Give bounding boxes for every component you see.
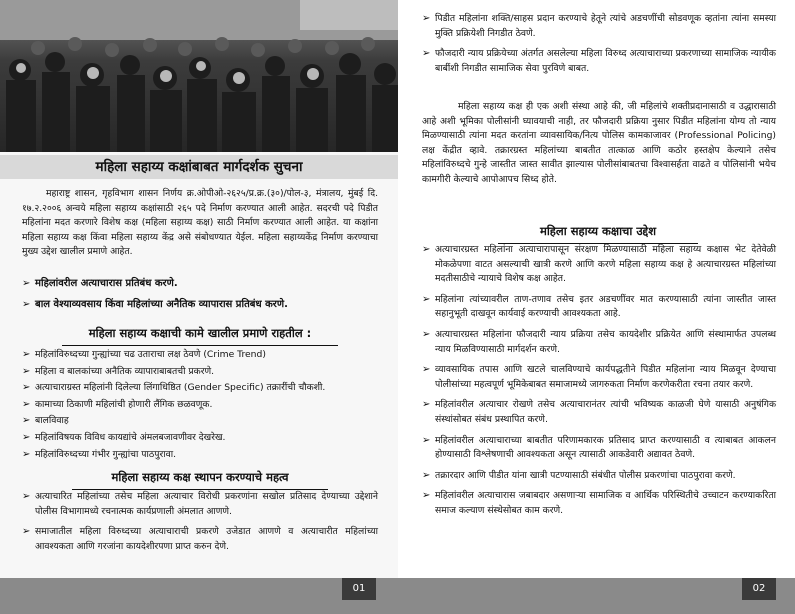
list-item-text: अत्याचाराग्रस्त महिलांनी दिलेल्या लिंगाधिष्ठित (Gender Specific) तक्रारींची चौकशी. (35, 382, 326, 394)
list-item (422, 363, 776, 392)
duties-list (22, 348, 378, 462)
duties-heading-text: महिला सहाय्य कक्षाची कामे खालील प्रमाणे राहतील : (88, 326, 312, 340)
list-item-text: कामाच्या ठिकाणी महिलांची होणारी लैंगिक छळवणूक. (35, 398, 213, 410)
list-item-text: महिलांवरील अत्याचारास जबाबदार असणाऱ्या सामाजिक व आर्थिक परिस्थितीचे उच्चाटन करण्याकरिता समाज कल्याण संस्थेसोबत काम करणे. (435, 490, 776, 516)
list-item (422, 434, 776, 463)
list-item-text: समाजातील महिला विरुध्दच्या अत्याचाराची प्रकरणे उजेडात आणणे व अत्याचारीत महिलांच्या आवश्यकता आणि गरजांना कायदेशीरपणा प्राप्त करुन देणे. (35, 526, 378, 552)
list-item (22, 348, 378, 363)
list-item-text: पिडीत महिलांना शक्ति/साहस प्रदान करण्याचे हेतूने त्यांचे अडचणींची सोडवणूक व्हतांना त्यांना समस्या मुक्ति प्रक्रियेशी निगडीत ठेवणे. (435, 13, 776, 39)
aims-list (22, 277, 378, 312)
list-item-text: महिलांवरील अत्याचारास प्रतिबंध करणे. (35, 278, 178, 289)
list-item (422, 469, 776, 484)
bullet-icon: ➢ (22, 382, 31, 394)
list-item (422, 293, 776, 322)
intro-paragraph (22, 187, 378, 260)
crowd-photo (0, 0, 398, 152)
page-footer (398, 578, 795, 614)
list-item (422, 328, 776, 357)
list-item-text: फौजदारी न्याय प्रक्रियेच्या अंतर्गत असलेल्या महिला विरुध्द अत्याचाराच्या प्रकरणाच्या सामाजिक न्यायीक बाबींशी निगडीत सामाजिक सेवा पुरविणे बाबत. (435, 48, 776, 74)
bullet-icon: ➢ (422, 399, 431, 411)
list-item-text: अत्याचारित महिलांच्या तसेच महिला अत्याचार विरोधी प्रकरणांना सखोल प्रतिसाद देण्याच्या उद्देशाने पोलीस विभागामध्ये रचनात्मक कार्यप्रणाली अंमलात आणणे. (35, 491, 378, 517)
right-page (398, 0, 795, 614)
page-title: महिला सहाय्य कक्षांबाबत मार्गदर्शक सुचना (0, 155, 398, 179)
bullet-icon: ➢ (22, 415, 31, 427)
bullet-icon: ➢ (22, 526, 31, 538)
list-item (22, 431, 378, 446)
list-item (422, 489, 776, 518)
page-footer (0, 578, 398, 614)
bullet-icon: ➢ (22, 398, 31, 410)
list-item-text: अत्याचारग्रस्त महिलांना अत्याचारापासून संरक्षण मिळण्यासाठी महिला सहाय्य कक्षास भेट देतेवेळी मोकळेपणा वाटत असल्याची खात्री करणे आणि करणे महिला सहाय्य कक्ष हे अत्याचारग्रस्त महिलांच्या मदतीसाठीचे न्यायाचे विशेष कक्ष आहेत. (435, 244, 776, 285)
bullet-icon: ➢ (422, 244, 431, 255)
bullet-icon: ➢ (22, 448, 31, 460)
bullet-icon: ➢ (422, 434, 431, 446)
list-item (22, 414, 378, 429)
page-number: 01 (342, 578, 376, 600)
purpose-heading-text: महिला सहाय्य कक्षाचा उद्देश (539, 224, 657, 238)
bullet-icon: ➢ (422, 48, 431, 60)
bullet-icon: ➢ (22, 491, 31, 502)
list-item-text: महिलांवरील अत्याचाराच्या बाबतीत परिणामकारक प्रतिसाद प्राप्त करण्यासाठी व त्याबाबत आकलन होण्यासाठी विश्लेषणाची आवश्यकता असून त्यासाठी आकडेवारी अद्यावत ठेवणे. (435, 434, 776, 461)
purpose-heading (498, 224, 698, 239)
bullet-icon: ➢ (22, 298, 31, 310)
bullet-icon: ➢ (22, 278, 31, 289)
list-item (22, 398, 378, 413)
list-item-text: अत्याचारग्रस्त महिलांना फौजदारी न्याय प्रक्रिया तसेच कायदेशीर प्रक्रियेत आणि संस्थामार्फत उपलब्ध न्याय मिळविण्यासाठी मार्गदर्शन करणे. (435, 328, 776, 355)
list-item (22, 448, 378, 463)
list-item (22, 490, 378, 519)
list-item (422, 12, 776, 41)
list-item (22, 277, 378, 292)
body-paragraph (422, 100, 776, 188)
importance-heading (72, 470, 328, 485)
bullet-icon: ➢ (22, 365, 31, 377)
bullet-icon: ➢ (422, 13, 431, 24)
importance-list (22, 490, 378, 560)
bullet-icon: ➢ (422, 364, 431, 376)
list-item-text: बालविवाह (35, 415, 69, 427)
list-item-text: महिलांवरील अत्याचार रोखणे तसेच अत्याचारानंतर त्यांची भविष्यक काळजी घेणे यासाठी अनुषंगिक संस्थांसोबत संबंध प्रस्थापित करणे. (435, 399, 776, 425)
list-item (422, 47, 776, 76)
intro-text: महाराष्ट्र शासन, गृहविभाग शासन निर्णय क्र.ओपीओ-२६२५/प्र.क्र.(३०)/पोल-३, मंत्रालय, मुंबई दि. १७.२.२००६ अन्वये महिला सहाय्य कक्षांसाठी २६५ पदे निर्माण करण्यात आली आहेत. सदरची पदे पिडीत महिलांना मदत करणारे विशेष कक्ष (महिला सहाय्य कक्ष) साठी निर्माण करण्यात आली आहेत. या कक्षांना महिला सहाय्य कक्ष किंवा महिला सहाय्य केंद्र असे संबोधण्यात येईल. महिला सहाय्यकेंद्र निर्माण करण्याचा मुख्य उद्देश खालील प्रमाणे आहेत. (22, 188, 378, 258)
duties-heading (62, 326, 338, 341)
page-number: 02 (742, 578, 776, 600)
heading-underline (62, 345, 338, 346)
importance-heading-text: महिला सहाय्य कक्ष स्थापन करण्याचे महत्व (111, 470, 289, 484)
list-item-text: बाल वेश्याव्यवसाय किंवा महिलांच्या अनैतिक व्यापारास प्रतिबंध करणे. (35, 298, 288, 310)
list-item (22, 381, 378, 396)
list-item-text: महिलांविषयक विविध कायद्यांचे अंमलबजावणीवर देखरेख. (35, 431, 226, 443)
purpose-list (422, 243, 776, 525)
list-item-text: महिलांविरुध्दच्या गंभीर गुन्ह्यांचा पाठपुरावा. (35, 448, 176, 460)
bullet-icon: ➢ (422, 328, 431, 340)
top-bullets-list (422, 12, 776, 82)
list-item (22, 525, 378, 554)
bullet-icon: ➢ (422, 293, 431, 305)
bullet-icon: ➢ (422, 469, 431, 481)
list-item (22, 298, 378, 313)
list-item (422, 398, 776, 427)
bullet-icon: ➢ (22, 431, 31, 443)
list-item-text: महिला व बालकांच्या अनैतिक व्यापाराबाबतची प्रकरणे. (35, 365, 215, 377)
body-paragraph-text: महिला सहाय्य कक्ष ही एक अशी संस्था आहे की, जी महिलांचे शक्तीप्रदानासाठी व उद्धारासाठी आहे अशी भूमिका पोलीसांनी घ्यावयाची नाही, तर फौजदारी प्रक्रिया नुसार पिडीत महिलांना योग्य तो न्याय मिळण्यासाठी त्यांना मदत करतांना व्यावसायिक/नित्य पोलिस कामकाजावर (Professional Policing) लक्ष केंद्रीत व्हावे. तक्रारग्रस्त महिलांच्या बाबतीत तात्काळ आणि कठोर हस्तक्षेप केल्याने तसेच महिलांविरुध्दचे गुन्हे जास्तीत जास्त सावीत झाल्यास पोलीसांबाबतचा विश्वासर्हता वाढते व पोलिसांनी भयेच कामगीरी केल्याचे आपोआपच सिध्द होते. (422, 101, 776, 185)
list-item-text: महिलांना त्यांच्यावरील ताण-तणाव तसेच इतर अडचणींवर मात करण्यासाठी त्यांना जास्तीत जास्त सहानुभूती दाखवून कार्यवाई करण्याची आवश्यकता आहे. (435, 293, 776, 320)
list-item-text: व्यावसायिक तपास आणि खटले चालविण्याचे कार्यपद्धतीने पिडीत महिलांना न्याय मिळवून देण्याचा पोलीसांच्या महत्वपूर्ण भूमिकेबाबत समाजामध्ये जागरुकता निर्माण करणेकरीता रचना तयार करणे. (435, 364, 776, 390)
bullet-icon: ➢ (22, 349, 31, 360)
crowd-photo-image (0, 0, 398, 152)
list-item-text: महिलांविरुध्दच्या गुन्ह्यांच्या चढ उताराचा लक्ष ठेवणे (Crime Trend) (35, 349, 266, 360)
list-item (22, 365, 378, 380)
bullet-icon: ➢ (422, 490, 431, 502)
list-item-text: तक्रारदार आणि पीडीत यांना खात्री पटण्यासाठी संबंधीत पोलीस प्रकरणांचा पाठपुरावा करणे. (435, 469, 736, 481)
list-item (422, 243, 776, 287)
